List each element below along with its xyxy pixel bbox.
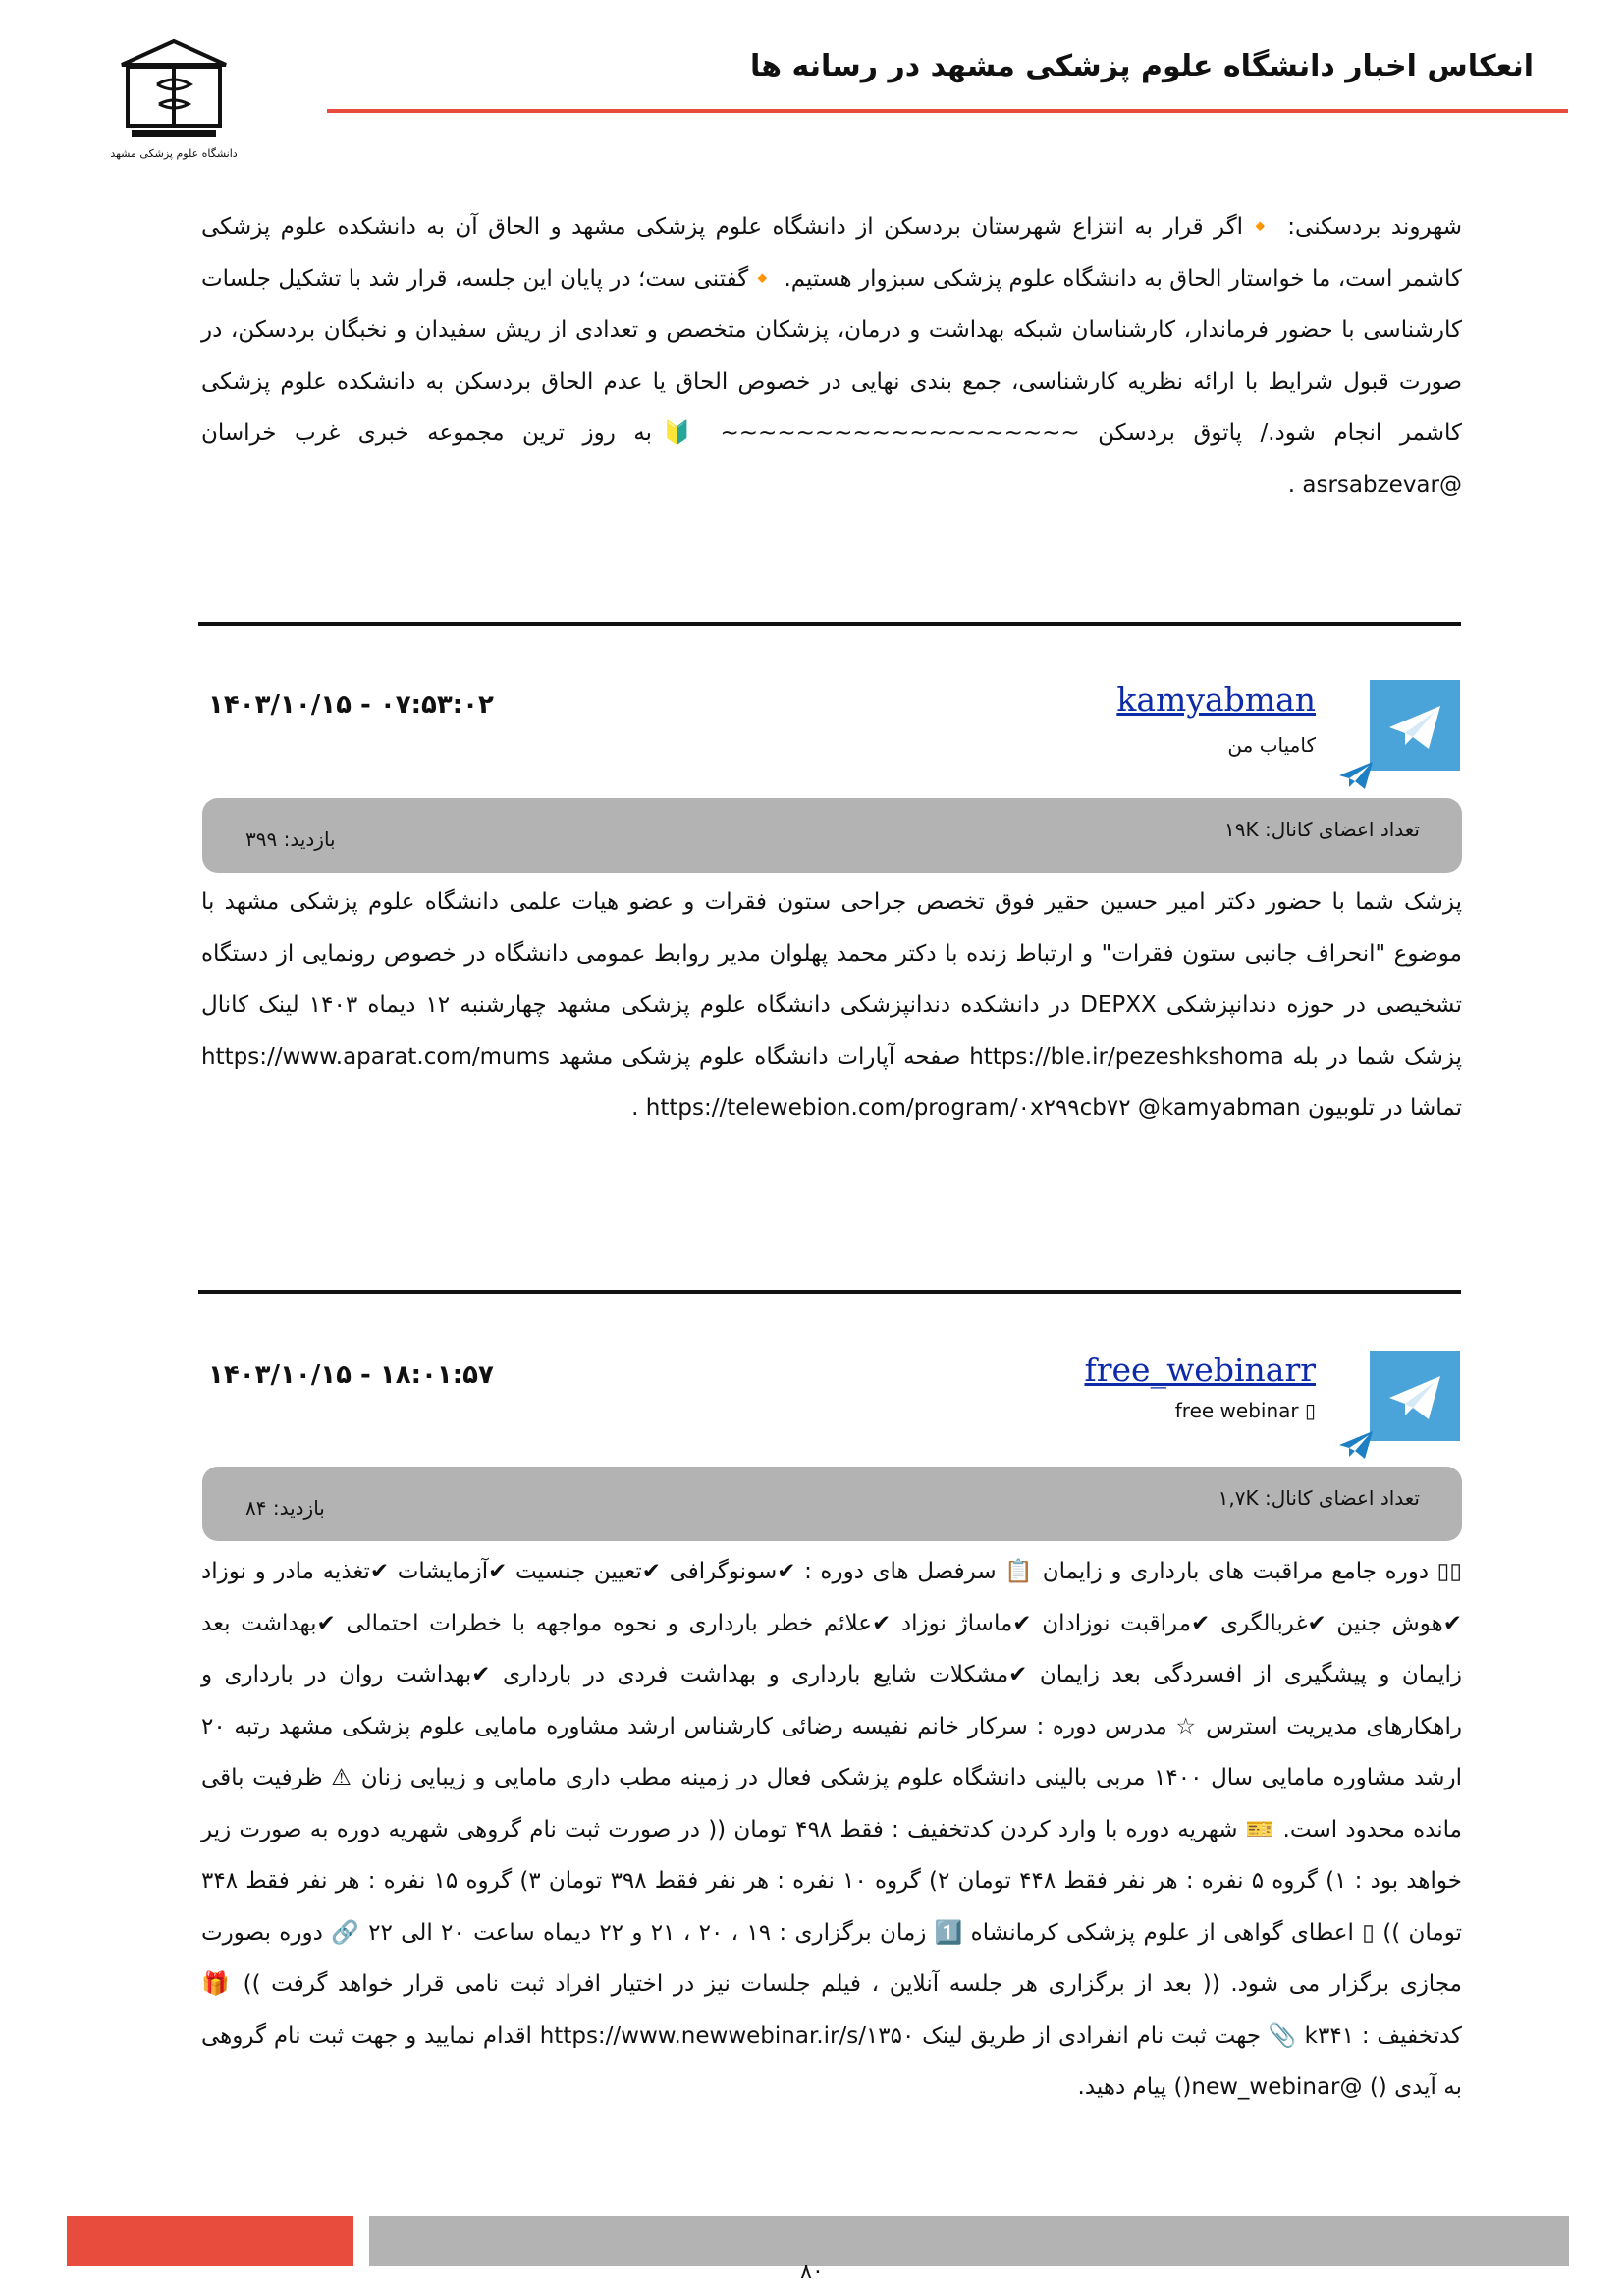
channel-members: تعداد اعضای کانال: ۱۹K <box>1224 818 1420 841</box>
telegram-icon <box>1370 680 1460 771</box>
svg-text:دانشگاه علوم پزشکی مشهد: دانشگاه علوم پزشکی مشهد <box>110 147 238 160</box>
post-datetime: ۱۴۰۳/۱۰/۱۵ - ۰۷:۵۳:۰۲ <box>208 690 494 720</box>
channel-members: تعداد اعضای کانال: ۱,۷K <box>1218 1486 1420 1510</box>
university-logo <box>110 35 238 173</box>
channel-link[interactable]: free_webinarr <box>1084 1351 1316 1389</box>
channel-name: کامیاب من <box>1227 733 1316 757</box>
post-views: بازدید: ۳۹۹ <box>245 828 336 851</box>
footer-bar <box>369 2216 1569 2266</box>
header-divider <box>327 109 1568 113</box>
post-views: بازدید: ۸۴ <box>245 1496 325 1520</box>
section-separator <box>198 1290 1461 1294</box>
post-text: ▯▯ دوره جامع مراقبت های بارداری و زایمان 📋 سرفصل های دوره : ✔سونوگرافی ✔تعیین جنسیت ✔آزمایشات ✔تغذیه مادر و نوزاد ✔هوش جنین ✔غربالگری ✔مراقبت نوزادان ✔ماساژ نوزاد ✔علائم خطر بارداری و نحوه مواجهه با خطرات احتمالی ✔بهداشت بعد زایمان و پیشگیری از افسردگی بعد زایمان ✔مشکلات شایع بارداری و بهداشت فردی در بارداری ✔بهداشت روان در بارداری و راهکارهای مدیریت استرس ☆ مدرس دوره : سرکار خانم نفیسه رضائی کارشناس ارشد مشاوره مامایی علوم پزشکی مشهد رتبه ۲۰ ارشد مشاوره مامایی سال ۱۴۰۰ مربی بالینی دانشگاه علوم پزشکی فعال در زمینه مطب داری مامایی و زیبایی زنان ⚠ ظرفیت باقی مانده محدود است. 🎫 شهریه دوره با وارد کردن کدتخفیف : فقط ۴۹۸ تومان (( در صورت ثبت نام گروهی شهریه دوره به صورت زیر خواهد بود : ۱) گروه ۵ نفره : هر نفر فقط ۴۴۸ تومان ۲) گروه ۱۰ نفره : هر نفر فقط ۳۹۸ تومان ۳) گروه ۱۵ نفره : هر نفر فقط ۳۴۸ تومان )) ▯ اعطای گواهی از علوم پزشکی کرمانشاه 1️⃣ زمان برگزاری : ۱۹ ، ۲۰ ، ۲۱ و ۲۲ دیماه ساعت ۲۰ الی ۲۲ 🔗 دوره بصورت مجازی برگزار می شود. (( بعد از برگزاری هر جلسه آنلاین ، فیلم جلسات نیز در اختیار افراد ثبت نامی قرار خواهد گرفت )) 🎁 کدتخفیف : k۳۴۱ 📎 جهت ثبت نام انفرادی از طریق لینک https://www.newwebinar.ir/s/۱۳۵۰ اقدام نمایید و جهت ثبت نام گروهی به آیدی () @new_webinar() پیام دهید. <box>201 1559 1463 2100</box>
page-number: ۸۰ <box>800 2260 824 2284</box>
telegram-small-icon <box>1337 1429 1375 1461</box>
section-separator <box>198 622 1461 626</box>
footer-accent-bar <box>67 2216 353 2266</box>
channel-name: ▯ free webinar <box>1174 1399 1316 1422</box>
telegram-icon <box>1370 1351 1460 1441</box>
channel-link[interactable]: kamyabman <box>1116 680 1316 719</box>
post-datetime: ۱۴۰۳/۱۰/۱۵ - ۱۸:۰۱:۵۷ <box>208 1361 494 1390</box>
intro-paragraph: شهروند بردسکنی: 🔸اگر قرار به انتزاع شهرستان بردسکن از دانشگاه علوم پزشکی مشهد و الحاق آن به دانشکده علوم پزشکی کاشمر است، ما خواستار الحاق به دانشگاه علوم پزشکی سبزوار هستیم. 🔸گفتنی ست؛ در پایان این جلسه، قرار شد با تشکیل جلسات کارشناسی با حضور فرماندار، کارشناسان شبکه بهداشت و درمان، پزشکان متخصص و تعدادی از ریش سفیدان و نخبگان بردسکن، در صورت قبول شرایط با ارائه نظریه کارشناسی، جمع بندی نهایی در خصوص الحاق یا عدم الحاق بردسکن به دانشکده علوم پزشکی کاشمر انجام شود./ پاتوق بردسکن ~~~~~~~~~~~~~~~~~~~ 🔰به روز ترین مجموعه خبری غرب خراسان @asrsabzevar . <box>201 214 1462 498</box>
post-text: پزشک شما با حضور دکتر امیر حسین حقیر فوق تخصص جراحی ستون فقرات و عضو هیات علمی دانشگاه علوم پزشکی مشهد با موضوع "انحراف جانبی ستون فقرات" و ارتباط زنده با دکتر محمد پهلوان مدیر روابط عمومی دانشگاه در خصوص رونمایی از دستگاه تشخیصی در حوزه دندانپزشکی DEPXX در دانشکده دندانپزشکی دانشگاه علوم پزشکی مشهد چهارشنبه ۱۲ دیماه ۱۴۰۳ لینک کانال پزشک شما در بله https://ble.ir/pezeshkshoma صفحه آپارات دانشگاه علوم پزشکی مشهد https://www.aparat.com/mums تماشا در تلوبیون https://telewebion.com/program/۰x۲۹۹cb۷۲ @kamyabman . <box>201 889 1462 1121</box>
telegram-small-icon <box>1337 760 1375 791</box>
page-title: انعکاس اخبار دانشگاه علوم پزشکی مشهد در رسانه ها <box>750 49 1534 83</box>
